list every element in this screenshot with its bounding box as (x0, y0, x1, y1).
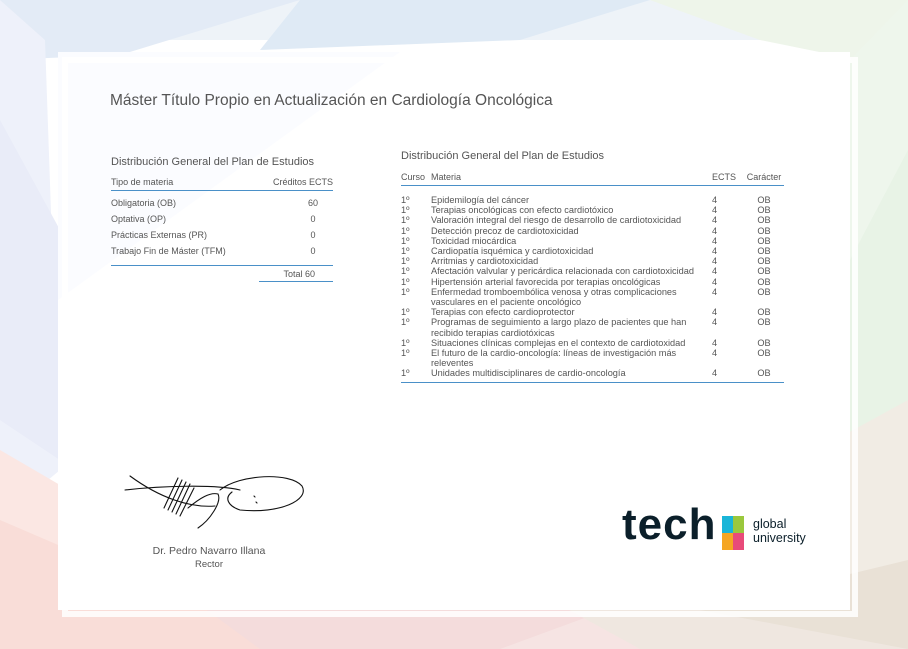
courses-header-row (401, 172, 784, 186)
table-bottom-rule (401, 382, 784, 383)
page-title: Máster Título Propio en Actualización en Cardiología Oncológica (110, 92, 553, 109)
cell-curso: 1º (401, 317, 410, 328)
cell-ects: 4 (712, 317, 718, 328)
col-curso-header: Curso (401, 172, 431, 186)
cell-curso: 1º (401, 307, 410, 318)
cell-ects: 4 (712, 215, 718, 226)
cell-ects: 4 (712, 368, 718, 379)
cell-ects: 4 (712, 195, 718, 205)
table-row (401, 226, 784, 236)
table-row (111, 227, 333, 243)
col-credits-header: Créditos ECTS (272, 177, 333, 187)
cell-ects: 4 (712, 256, 718, 267)
cell-materia: Arritmias y cardiotoxicidad (431, 256, 539, 267)
mark-block (733, 533, 744, 550)
col-ects-header: ECTS (708, 172, 744, 186)
table-row (401, 256, 784, 266)
signatory-role: Rector (195, 559, 223, 570)
cell-curso: 1º (401, 368, 410, 379)
table-row (111, 211, 333, 227)
cell-ects: 4 (712, 337, 718, 348)
cell-curso: 1º (401, 215, 410, 226)
summary-rows (111, 191, 333, 266)
cell-curso: 1º (401, 337, 410, 348)
mark-block (722, 533, 733, 550)
table-row (401, 266, 784, 276)
cell-caracter: OB (757, 225, 771, 236)
cell-materia: Situaciones clínicas complejas en el contexto de cardiotoxidad (431, 337, 686, 348)
table-row (401, 186, 784, 206)
cell-ects: 4 (712, 235, 718, 246)
cell-curso: 1º (401, 256, 410, 267)
cell-caracter: OB (757, 368, 771, 379)
cell-curso: 1º (401, 348, 410, 359)
table-row (111, 243, 333, 259)
row-credits: 0 (310, 214, 316, 224)
logo-global: global (753, 517, 787, 531)
logo-university: university (753, 531, 806, 545)
signature (120, 468, 310, 538)
cell-caracter: OB (757, 337, 771, 348)
cell-curso: 1º (401, 276, 410, 287)
cell-caracter: OB (757, 317, 771, 328)
cell-ects: 4 (712, 246, 718, 257)
cell-caracter: OB (757, 286, 771, 297)
cell-caracter: OB (757, 235, 771, 246)
row-credits: 0 (310, 230, 316, 240)
cell-materia: Unidades multidisciplinares de cardio-oncología (431, 368, 626, 379)
mark-block (733, 516, 744, 533)
table-row (401, 317, 784, 337)
table-row (401, 215, 784, 225)
summary-heading: Distribución General del Plan de Estudios (111, 156, 315, 168)
cell-materia: Detección precoz de cardiotoxicidad (431, 225, 579, 236)
cell-curso: 1º (401, 235, 410, 246)
cell-ects: 4 (712, 307, 718, 318)
cell-materia: Cardiopatía isquémica y cardiotoxicidad (431, 246, 594, 257)
cell-materia: El futuro de la cardio-oncología: líneas de investigación más releventes (431, 348, 677, 369)
cell-materia: Terapias con efecto cardioprotector (431, 307, 575, 318)
cell-curso: 1º (401, 195, 410, 205)
logo-color-mark (722, 516, 744, 550)
col-caracter-header: Carácter (744, 172, 784, 186)
cell-materia: Valoración integral del riesgo de desarrollo de cardiotoxicidad (431, 215, 682, 226)
cell-materia: Enfermedad tromboembólica venosa y otras complicaciones vasculares en el paciente oncológico (431, 286, 677, 308)
col-type-header: Tipo de materia (111, 177, 174, 187)
cell-materia: Toxicidad miocárdica (431, 235, 517, 246)
cell-materia: Epidemilogía del cáncer (431, 195, 530, 205)
summary-table (111, 156, 333, 282)
courses-table (401, 150, 784, 383)
cell-caracter: OB (757, 195, 771, 205)
courses-heading: Distribución General del Plan de Estudios (401, 150, 605, 162)
cell-ects: 4 (712, 266, 718, 277)
summary-header-row (111, 177, 333, 191)
cell-caracter: OB (757, 256, 771, 267)
cell-curso: 1º (401, 246, 410, 257)
row-type: Prácticas Externas (PR) (111, 230, 208, 240)
mark-block (722, 516, 733, 533)
row-type: Obligatoria (OB) (111, 198, 177, 208)
table-row (401, 307, 784, 317)
cell-curso: 1º (401, 286, 410, 297)
cell-ects: 4 (712, 286, 718, 297)
cell-caracter: OB (757, 276, 771, 287)
cell-curso: 1º (401, 205, 410, 216)
cell-materia: Hipertensión arterial favorecida por terapias oncológicas (431, 276, 661, 287)
cell-curso: 1º (401, 266, 410, 277)
cell-materia: Terapias oncológicas con efecto cardiotóxico (431, 205, 614, 216)
table-row (401, 246, 784, 256)
row-credits: 0 (310, 246, 316, 256)
table-row (401, 368, 784, 381)
table-row (401, 236, 784, 246)
logo-wordmark: tech (622, 500, 717, 549)
cell-caracter: OB (757, 205, 771, 216)
row-type: Trabajo Fin de Máster (TFM) (111, 246, 226, 256)
cell-caracter: OB (757, 215, 771, 226)
cell-caracter: OB (757, 348, 771, 359)
col-materia-header: Materia (431, 172, 708, 186)
cell-ects: 4 (712, 225, 718, 236)
cell-materia: Afectación valvular y pericárdica relacionada con cardiotoxicidad (431, 266, 695, 277)
cell-caracter: OB (757, 246, 771, 257)
summary-total: Total 60 (259, 266, 333, 282)
table-row (111, 195, 333, 211)
table-row (401, 277, 784, 287)
cell-ects: 4 (712, 348, 718, 359)
table-row (401, 205, 784, 215)
row-type: Optativa (OP) (111, 214, 167, 224)
cell-ects: 4 (712, 205, 718, 216)
cell-curso: 1º (401, 225, 410, 236)
row-credits: 60 (307, 198, 318, 208)
signatory-name: Dr. Pedro Navarro Illana (152, 545, 266, 557)
cell-caracter: OB (757, 266, 771, 277)
table-row (401, 348, 784, 368)
cell-materia: Programas de seguimiento a largo plazo de pacientes que han recibido terapias cardiotóxicas (431, 317, 687, 338)
cell-ects: 4 (712, 276, 718, 287)
table-row (401, 338, 784, 348)
cell-caracter: OB (757, 307, 771, 318)
table-row (401, 287, 784, 307)
tech-logo (622, 500, 822, 560)
